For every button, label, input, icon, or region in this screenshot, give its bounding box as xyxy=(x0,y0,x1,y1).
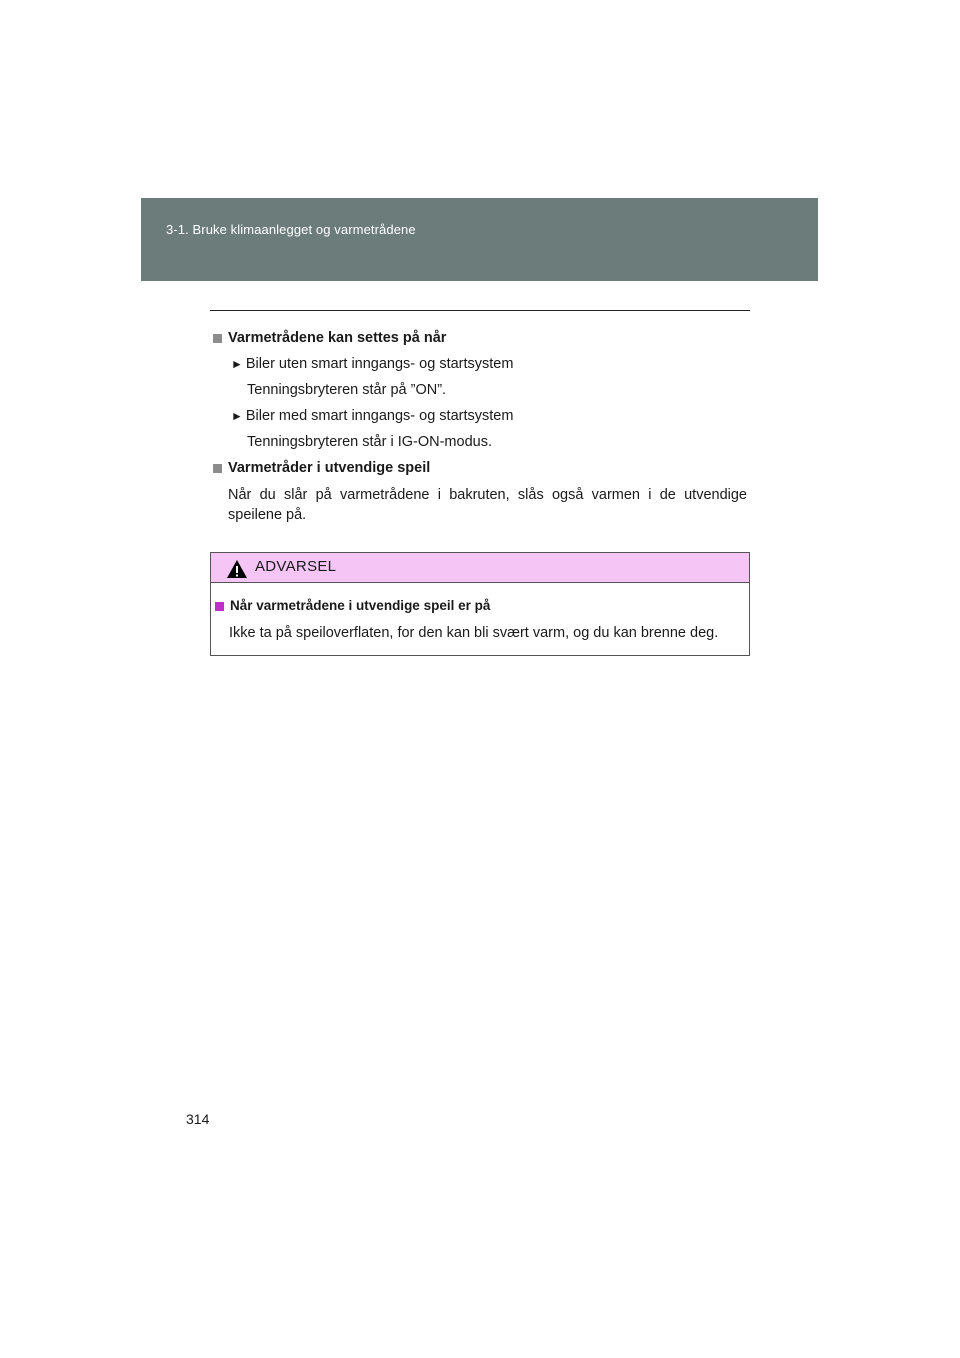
main-content xyxy=(213,328,747,525)
square-bullet-icon xyxy=(213,334,222,343)
triangle-arrow-icon: ► xyxy=(231,357,243,371)
chapter-header-band xyxy=(141,198,818,281)
list-item-label: Biler med smart inngangs- og startsystem xyxy=(245,408,514,424)
top-divider xyxy=(210,310,750,311)
square-bullet-icon xyxy=(213,464,222,473)
warning-box xyxy=(210,552,750,656)
list-item xyxy=(213,354,747,374)
warning-header xyxy=(211,553,749,583)
list-item-detail: Tenningsbryteren står i IG-ON-modus. xyxy=(247,434,492,450)
section-heading-text: Varmetråder i utvendige speil xyxy=(228,460,431,476)
warning-heading-text: Når varmetrådene i utvendige speil er på xyxy=(230,598,491,613)
warning-body xyxy=(211,583,749,643)
chapter-title: 3-1. Bruke klimaanlegget og varmetrådene xyxy=(166,222,416,237)
warning-title: ADVARSEL xyxy=(255,558,337,575)
square-bullet-icon xyxy=(215,602,224,611)
list-item-detail: Tenningsbryteren står på ”ON”. xyxy=(247,382,447,398)
section-heading-text: Varmetrådene kan settes på når xyxy=(228,330,447,346)
list-item xyxy=(213,406,747,426)
list-item-label: Biler uten smart inngangs- og startsystem xyxy=(245,356,514,372)
warning-heading xyxy=(215,596,745,616)
section-paragraph: Når du slår på varmetrådene i bakruten, slås også varmen i de utvendige speilene på. xyxy=(228,487,747,523)
warning-text: Ikke ta på speiloverflaten, for den kan bli svært varm, og du kan brenne deg. xyxy=(229,625,719,641)
triangle-arrow-icon: ► xyxy=(231,409,243,423)
section-heading xyxy=(213,458,747,478)
warning-triangle-icon xyxy=(226,559,248,579)
section-heading xyxy=(213,328,747,348)
page-number: 314 xyxy=(186,1111,210,1127)
